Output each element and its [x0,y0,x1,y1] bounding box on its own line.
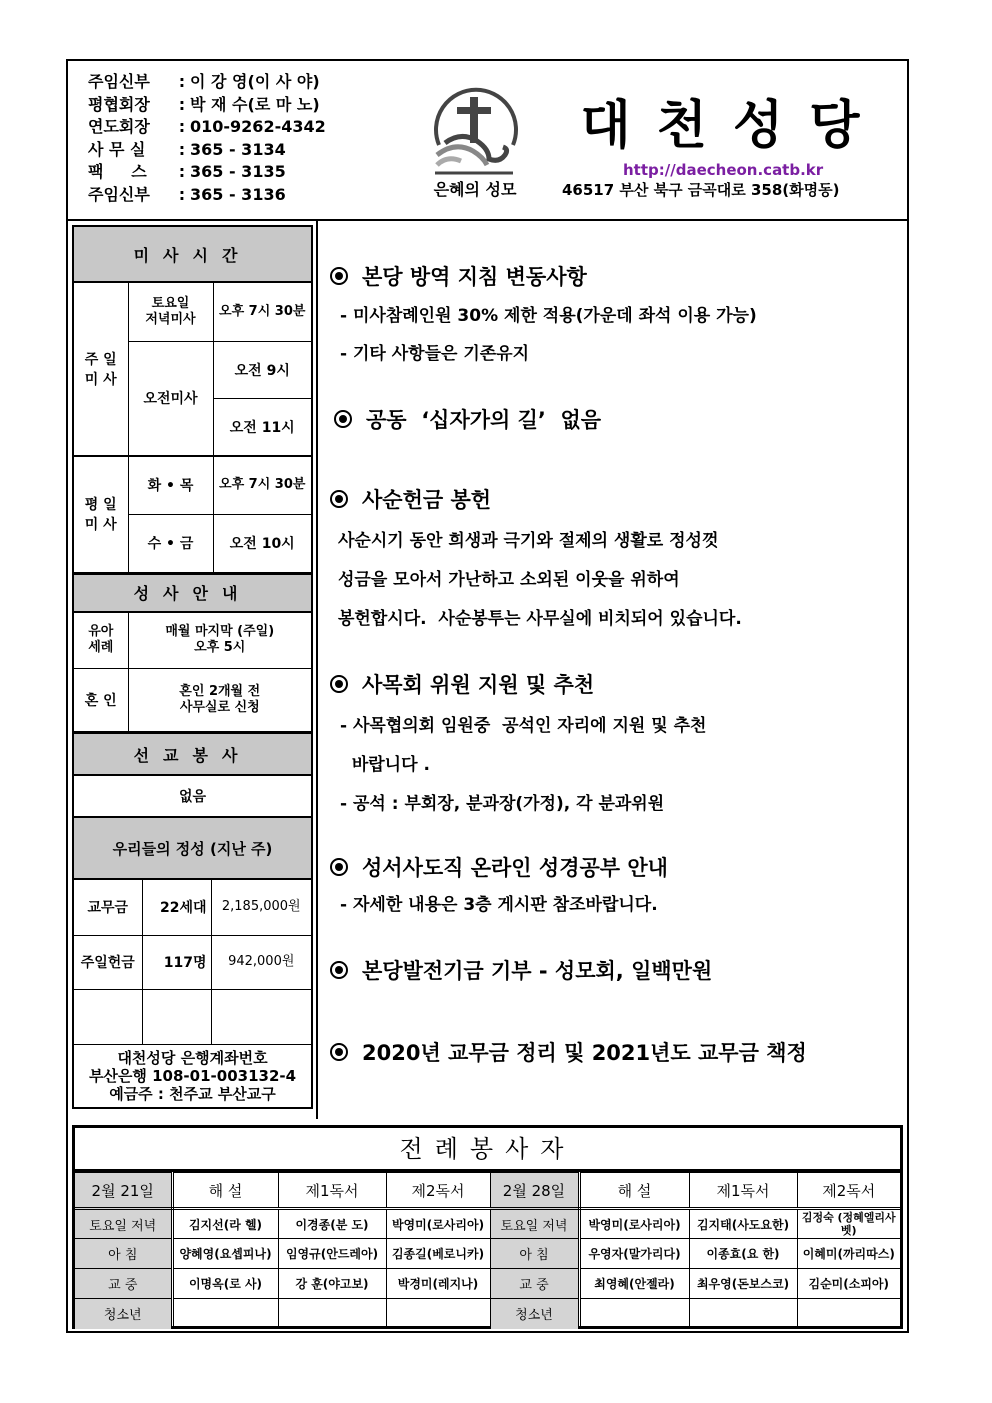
offering-count [142,989,211,1044]
morning-mass-time: 오전 9시 [213,341,311,398]
liturgy-servers-title: 전례봉사자 [75,1128,900,1172]
offerings-header: 우리들의 정성 (지난 주) [74,818,311,880]
notice-line: 사순시기 동안 희생과 극기와 절제의 생활로 정성껏 [338,531,719,551]
contact-list [88,71,326,206]
website-link[interactable]: http://daecheon.catb.kr [623,161,824,179]
week-date: 2월 21일 [75,1173,172,1209]
contact-value: 010-9262-4342 [190,117,326,136]
column-header: 제1독서 [278,1173,386,1209]
server-cell: 강 훈(야고보) [278,1269,386,1299]
notice-title: 사순헌금 봉헌 [330,484,905,514]
notice-line: 바랍니다 . [340,755,430,775]
infant-baptism-info: 매월 마지막 (주일) 오후 5시 [128,613,311,669]
row-label: 교 중 [490,1269,579,1299]
bullseye-bullet-icon [330,961,348,979]
server-cell: 우영자(말가리다) [579,1239,689,1269]
server-cell: 김지선(라 헬) [172,1209,278,1239]
row-label: 아 침 [490,1239,579,1269]
bullseye-bullet-icon [334,410,352,428]
server-cell: 박경미(레지나) [386,1269,490,1299]
server-cell: 박영미(로사리아) [579,1209,689,1239]
marriage-info: 혼인 2개월 전 사무실로 신청 [128,669,311,732]
contact-label: 연도회장 [88,117,150,136]
sunday-mass-label: 주 일 미 사 [74,283,128,456]
contact-row: 연도회장 : 010-9262-4342 [88,116,326,139]
contact-value: 365 - 3134 [190,139,286,159]
notice-line: 성금을 모아서 가난하고 소외된 이웃을 위하여 [338,570,680,590]
liturgy-servers-table [75,1172,900,1329]
bulletin-header [68,61,907,221]
week-date: 2월 28일 [490,1173,579,1209]
server-cell: 이혜미(까리따스) [797,1239,900,1269]
mission-service-value: 없음 [74,776,311,818]
notice-title: 공동 ‘십자가의 길’ 없음 [330,404,905,434]
offering-label: 주일헌금 [74,935,142,989]
sacraments-table [74,613,311,733]
table-row [75,1239,900,1269]
row-label: 교 중 [75,1269,172,1299]
bullseye-bullet-icon [330,490,348,508]
bullseye-bullet-icon [330,267,348,285]
server-cell [579,1299,689,1329]
bullseye-bullet-icon [330,675,348,693]
server-cell [797,1299,900,1329]
notice-line: - 자세한 내용은 3층 게시판 참조바랍니다. [340,895,658,915]
logo-caption: 은혜의 성모 [433,180,517,199]
contact-value: 박 재 수(로 마 노) [190,94,320,114]
column-header: 제1독서 [689,1173,797,1209]
marriage-label: 혼 인 [74,669,128,732]
server-cell: 김정숙 (정혜엘리사벳) [797,1209,900,1239]
offering-count: 117명 [142,935,211,989]
offering-amount [211,989,311,1044]
notice-line: - 기타 사항들은 기존유지 [340,344,530,364]
mission-service-header: 선교봉사 [74,732,311,776]
mass-times-header: 미사시간 [74,227,311,283]
row-label: 토요일 저녁 [75,1209,172,1239]
contact-value: 365 - 3136 [190,184,286,204]
table-row [75,1209,900,1239]
server-cell [386,1299,490,1329]
bulletin-page [66,59,909,1333]
contact-label: 주임신부 [88,184,150,204]
parish-logo [420,83,530,203]
contact-value: 이 강 영(이 사 야) [190,72,320,91]
server-cell [689,1299,797,1329]
server-cell: 이경종(분 도) [278,1209,386,1239]
server-cell: 최우영(돈보스코) [689,1269,797,1299]
notice-title: 본당 방역 지침 변동사항 [330,261,905,291]
left-sidebar [68,221,318,1119]
contact-label: 주임신부 [88,72,150,91]
server-cell: 김지태(사도요한) [689,1209,797,1239]
contact-value: 365 - 3135 [190,162,286,181]
contact-row: 주임신부 : 365 - 3136 [88,184,326,207]
sidebar-box [72,225,313,1109]
table-header-row [75,1173,900,1209]
infant-baptism-label: 유아 세례 [74,613,128,669]
server-cell: 양혜영(요셉피나) [172,1239,278,1269]
server-cell [278,1299,386,1329]
contact-row: 주임신부 : 이 강 영(이 사 야) [88,71,326,94]
notice-line: - 사목협의회 임원중 공석인 자리에 지원 및 추천 [340,716,707,736]
server-cell: 이종효(요 한) [689,1239,797,1269]
weekday-mass-label: 평 일 미 사 [74,456,128,572]
weekday-mass-time: 오후 7시 30분 [213,456,311,514]
liturgy-servers-section [72,1125,903,1329]
morning-mass-label: 오전미사 [128,341,213,456]
table-row [75,1299,900,1329]
server-cell: 김순미(소피아) [797,1269,900,1299]
notice-title: 2020년 교무금 정리 및 2021년도 교무금 책정 [330,1037,905,1067]
weekday-mass-days: 화 • 목 [128,456,213,514]
offerings-table [74,880,311,1045]
offering-count: 22세대 [142,880,211,935]
server-cell: 임영규(안드레아) [278,1239,386,1269]
saturday-evening-mass-label: 토요일 저녁미사 [128,283,213,341]
row-label: 아 침 [75,1239,172,1269]
contact-label: 평협회장 [88,94,150,114]
row-label: 청소년 [490,1299,579,1329]
contact-label: 사 무 실 [88,139,146,159]
bullseye-bullet-icon [330,1043,348,1061]
column-header: 제2독서 [386,1173,490,1209]
church-address: 46517 부산 북구 금곡대로 358(화명동) [562,181,840,199]
notices [330,251,905,1067]
server-cell: 이명옥(로 사) [172,1269,278,1299]
weekday-mass-days: 수 • 금 [128,514,213,572]
church-name: 대천성당 [580,96,886,156]
notice-title: 사목회 위원 지원 및 추천 [330,669,905,699]
server-cell: 박영미(로사리아) [386,1209,490,1239]
offering-amount: 942,000원 [211,935,311,989]
weekday-mass-time: 오전 10시 [213,514,311,572]
server-cell: 김종길(베로니카) [386,1239,490,1269]
contact-label: 팩 스 [88,162,147,181]
offering-label [74,989,142,1044]
sacraments-header: 성사안내 [74,573,311,613]
column-header: 해 설 [172,1173,278,1209]
contact-row: 평협회장 : 박 재 수(로 마 노) [88,94,326,117]
contact-row: 사 무 실 : 365 - 3134 [88,139,326,162]
offering-label: 교무금 [74,880,142,935]
notice-title: 본당발전기금 기부 - 성모회, 일백만원 [330,955,905,985]
server-cell [172,1299,278,1329]
notice-line: - 공석 : 부회장, 분과장(가정), 각 분과위원 [340,794,665,814]
notice-line: - 미사참례인원 30% 제한 적용(가운데 좌석 이용 가능) [340,306,757,326]
row-label: 토요일 저녁 [490,1209,579,1239]
morning-mass-time: 오전 11시 [213,398,311,456]
server-cell: 최영혜(안젤라) [579,1269,689,1299]
bullseye-bullet-icon [330,858,348,876]
column-header: 제2독서 [797,1173,900,1209]
notice-line: 봉헌합시다. 사순봉투는 사무실에 비치되어 있습니다. [338,609,742,629]
mass-times-table [74,283,311,573]
offering-amount: 2,185,000원 [211,880,311,935]
column-header: 해 설 [579,1173,689,1209]
cross-wave-logo-icon [427,83,523,175]
bank-account-info: 대천성당 은행계좌번호 부산은행 108-01-003132-4 예금주 : 천주교 부산교구 [88,1048,297,1103]
saturday-evening-mass-time: 오후 7시 30분 [213,283,311,341]
notice-title: 성서사도직 온라인 성경공부 안내 [330,852,905,882]
row-label: 청소년 [75,1299,172,1329]
table-row [75,1269,900,1299]
contact-row: 팩 스 : 365 - 3135 [88,161,326,184]
